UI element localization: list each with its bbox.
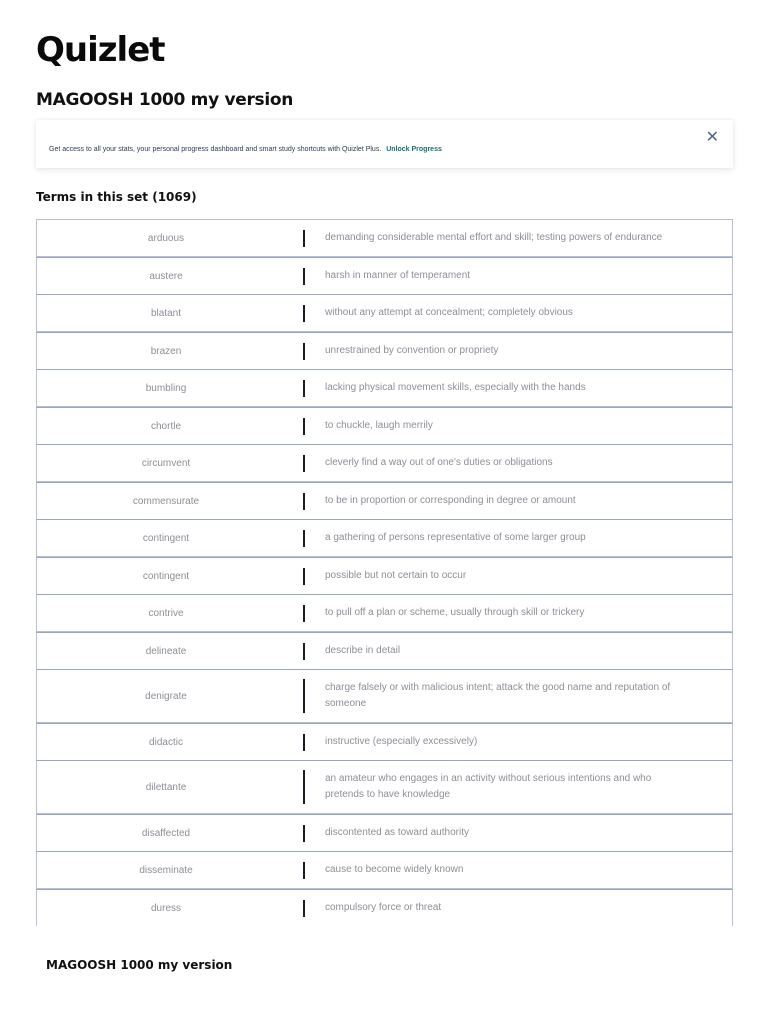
term-row[interactable] [36,444,733,482]
term-row[interactable] [36,760,733,814]
term-definition: harsh in manner of temperament [325,270,471,281]
unlock-progress-link[interactable]: Unlock Progress [386,146,442,153]
term-word: commensurate [132,495,200,507]
term-definition: to pull off a plan or scheme, usually through skill or trickery [325,607,585,618]
term-word: chortle [150,420,181,432]
term-definition: compulsory force or threat [325,902,442,913]
term-word: didactic [149,736,183,748]
close-icon[interactable]: ✕ [705,129,719,146]
term-row[interactable] [36,669,733,723]
term-row[interactable] [36,557,733,594]
term-row[interactable] [36,851,733,889]
term-divider [303,418,305,435]
term-word: bumbling [145,382,187,394]
term-row[interactable] [36,407,733,444]
term-word: austere [149,270,183,282]
term-word: disaffected [141,827,191,839]
term-divider [303,230,305,247]
term-row[interactable] [36,632,733,669]
term-definition: without any attempt at concealment; completely obvious [325,307,573,318]
term-definition: to chuckle, laugh merrily [325,420,433,431]
term-definition: an amateur who engages in an activity without serious intentions and who pretends to have knowledge [325,773,652,800]
term-word: delineate [145,645,187,657]
term-definition: demanding considerable mental effort and skill; testing powers of endurance [325,232,663,243]
footer-set-title: MAGOOSH 1000 my version [46,958,233,972]
term-divider [303,305,305,322]
term-row[interactable] [36,814,733,851]
term-row[interactable] [36,257,733,294]
term-divider [303,643,305,660]
term-divider [303,679,305,713]
term-word: dilettante [145,781,187,793]
term-divider [303,900,305,917]
term-divider [303,493,305,510]
term-definition: lacking physical movement skills, especially with the hands [325,382,586,393]
term-definition: describe in detail [325,645,401,656]
term-divider [303,455,305,472]
term-divider [303,734,305,751]
term-word: circumvent [141,457,191,469]
term-word: blatant [150,307,182,319]
term-word: disseminate [139,864,193,876]
page-title: MAGOOSH 1000 my version [36,90,294,110]
term-divider [303,268,305,285]
term-row[interactable] [36,519,733,557]
term-divider [303,770,305,804]
term-row[interactable] [36,369,733,407]
term-word: duress [150,902,181,914]
term-divider [303,862,305,879]
term-row[interactable] [36,219,733,257]
term-definition: cause to become widely known [325,864,464,875]
term-definition: to be in proportion or corresponding in degree or amount [325,495,576,506]
banner-text: Get access to all your stats, your personal progress dashboard and smart study shortcuts with Quizlet Plus. [49,146,382,153]
term-divider [303,380,305,397]
term-row[interactable] [36,889,733,926]
term-definition: a gathering of persons representative of some larger group [325,532,586,543]
term-definition: instructive (especially excessively) [325,736,478,747]
terms-list [36,219,733,945]
term-row[interactable] [36,594,733,632]
term-definition: discontented as toward authority [325,827,469,838]
term-word: arduous [147,232,185,244]
term-row[interactable] [36,332,733,369]
term-definition: possible but not certain to occur [325,570,467,581]
term-divider [303,343,305,360]
term-word: contingent [142,570,190,582]
term-divider [303,605,305,622]
terms-heading: Terms in this set (1069) [36,190,197,204]
quizlet-logo[interactable]: Quizlet [36,30,165,70]
upgrade-banner [36,120,733,168]
term-row[interactable] [36,482,733,519]
term-divider [303,530,305,547]
term-definition: charge falsely or with malicious intent; attack the good name and reputation of someone [325,682,671,709]
term-row[interactable] [36,294,733,332]
term-row[interactable] [36,723,733,760]
term-word: contrive [148,607,184,619]
term-word: contingent [142,532,190,544]
term-definition: unrestrained by convention or propriety [325,345,499,356]
term-definition: cleverly find a way out of one's duties or obligations [325,457,553,468]
term-word: denigrate [145,690,187,702]
term-word: brazen [150,345,182,357]
term-divider [303,825,305,842]
term-divider [303,568,305,585]
banner-message [49,146,442,153]
